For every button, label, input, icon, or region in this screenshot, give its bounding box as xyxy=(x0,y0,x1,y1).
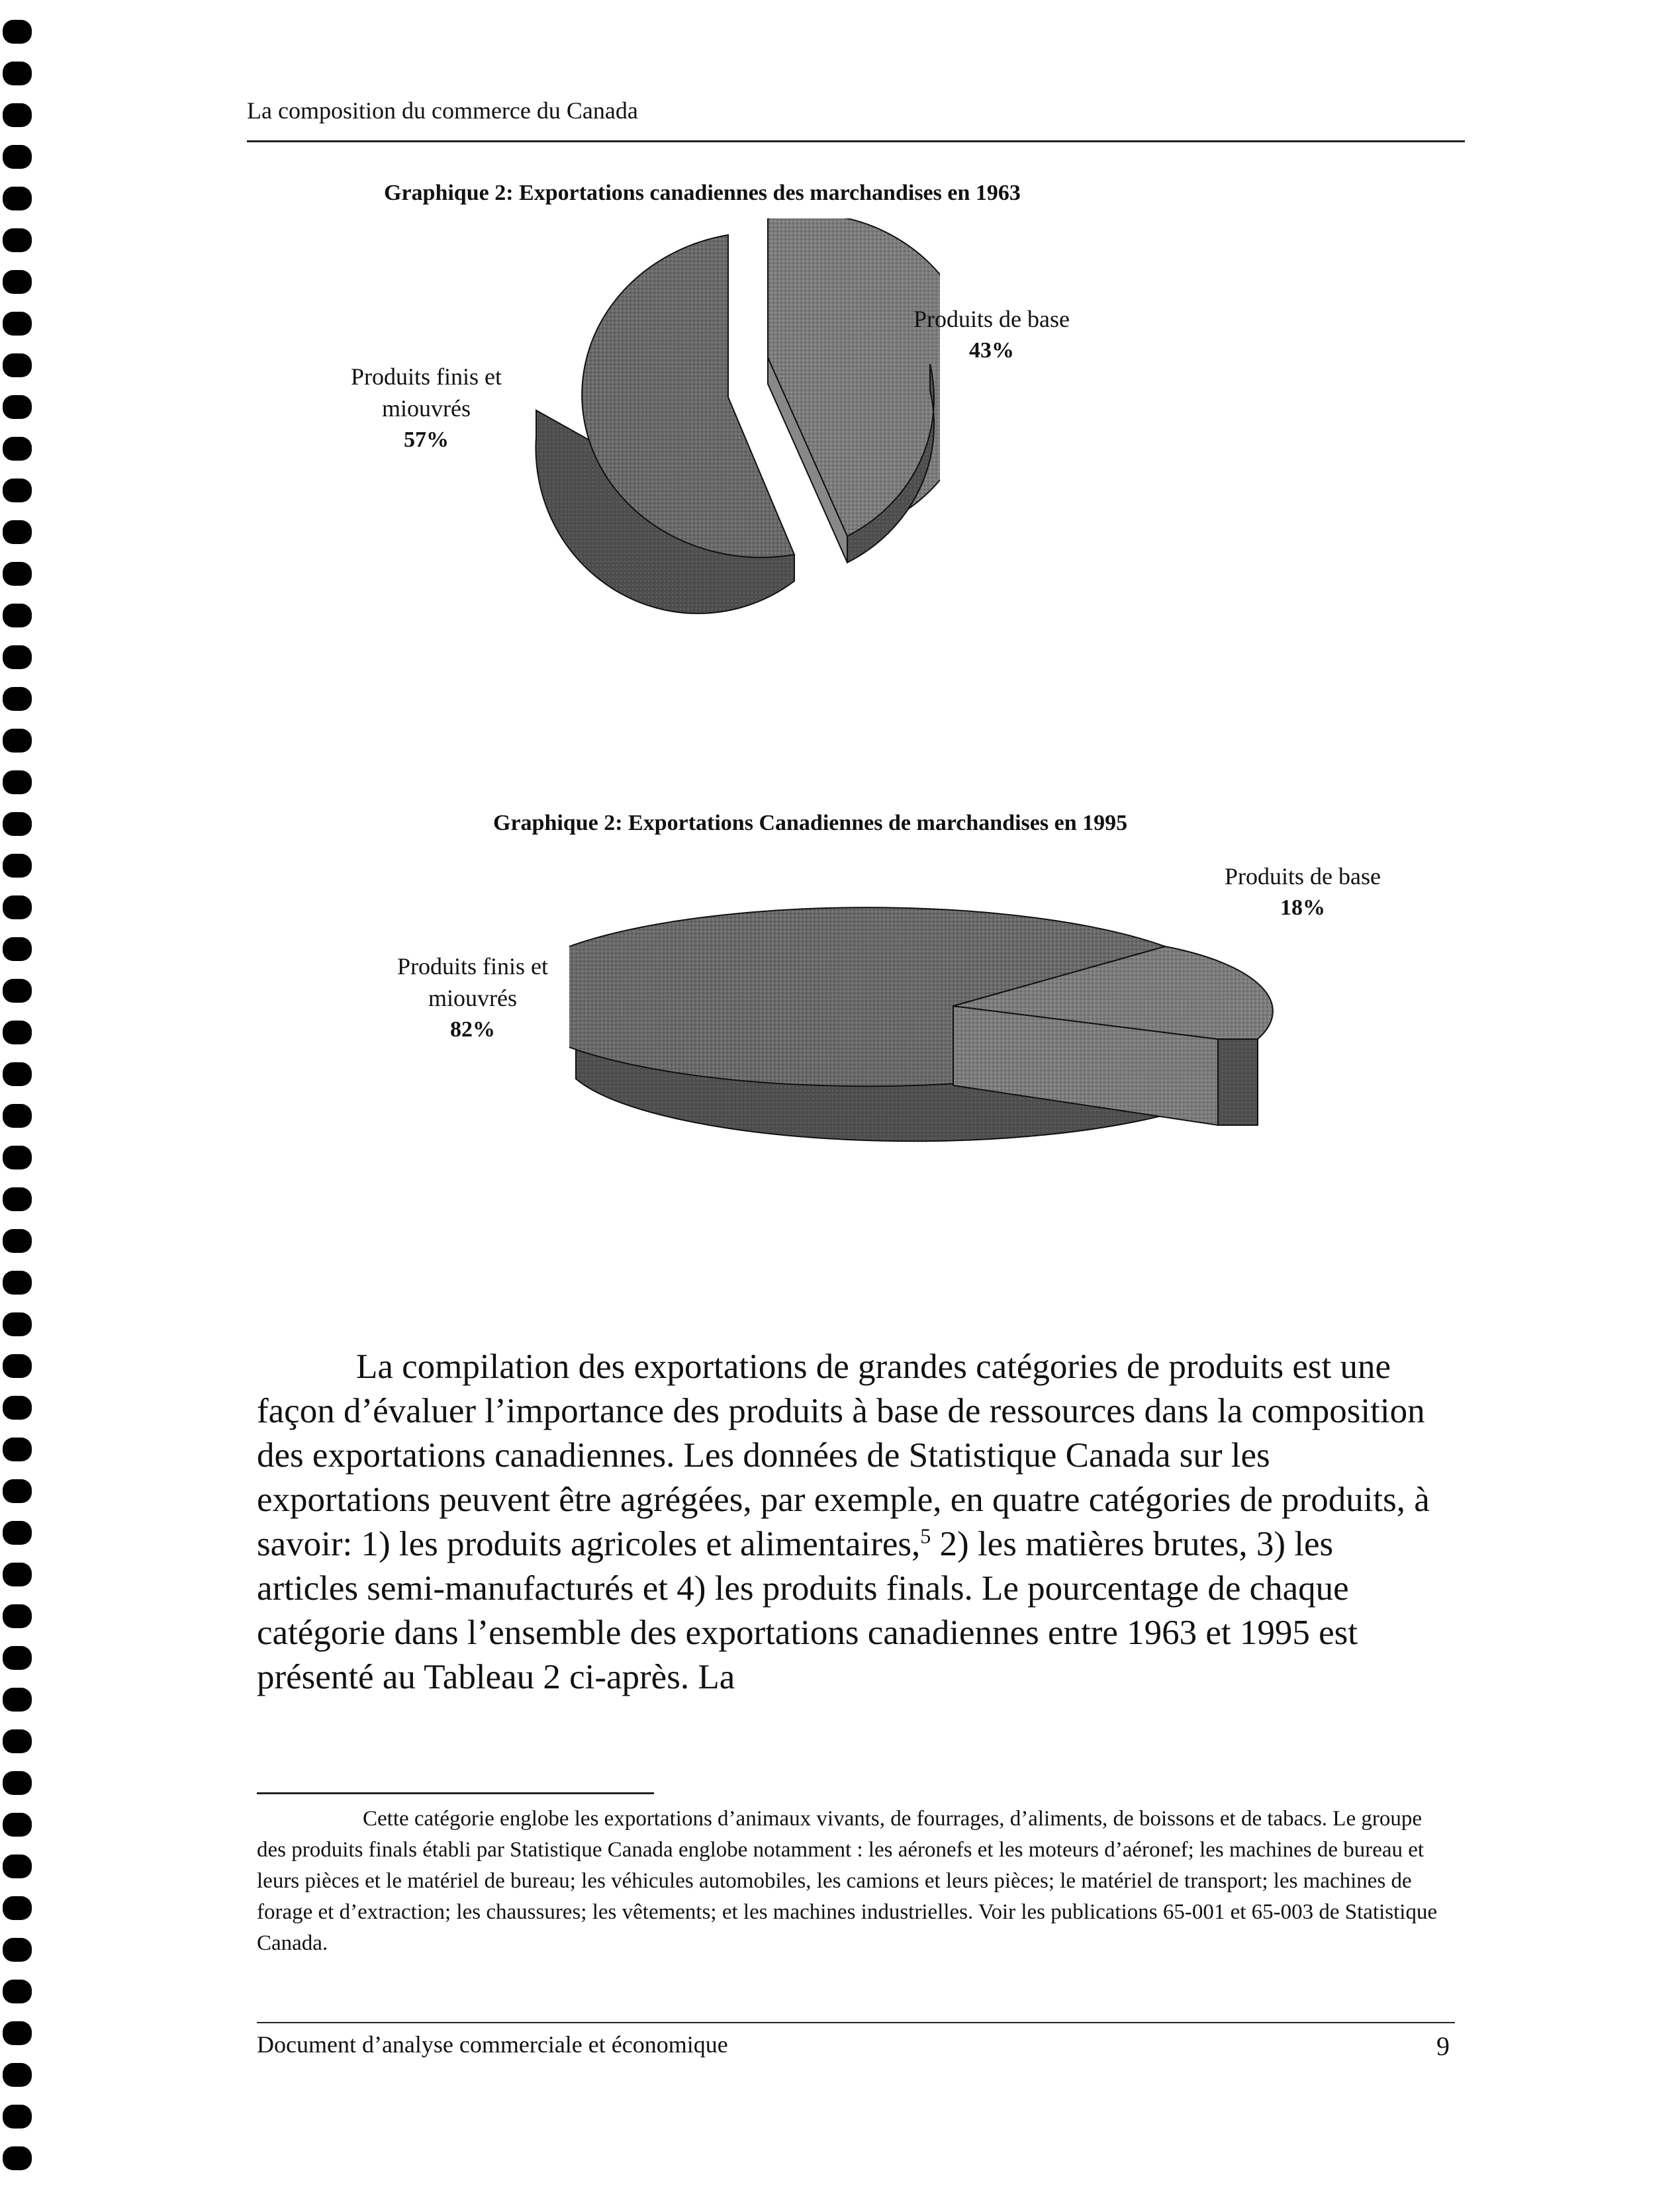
binding-hole xyxy=(3,687,32,711)
binding-hole xyxy=(3,1229,32,1253)
chart-2-slice-base-side xyxy=(1218,1039,1258,1125)
binding-hole xyxy=(3,1771,32,1795)
binding-hole xyxy=(3,812,32,836)
binding-hole xyxy=(3,2105,32,2129)
binding-hole xyxy=(3,1521,32,1545)
binding-hole xyxy=(3,1354,32,1378)
binding-hole xyxy=(3,2146,32,2170)
binding-hole xyxy=(3,395,32,419)
header-rule xyxy=(247,140,1465,142)
binding-hole xyxy=(3,854,32,878)
binding-hole xyxy=(3,1729,32,1753)
footnote-reference: 5 xyxy=(920,1524,931,1548)
binding-hole xyxy=(3,479,32,502)
binding-hole xyxy=(3,979,32,1003)
binding-hole xyxy=(3,1271,32,1295)
binding-hole xyxy=(3,1896,32,1920)
binding-hole xyxy=(3,937,32,961)
binding-hole xyxy=(3,604,32,627)
binding-hole xyxy=(3,2021,32,2045)
binding-hole xyxy=(3,1938,32,1962)
binding-hole xyxy=(3,1980,32,2003)
binding-hole xyxy=(3,1688,32,1712)
chart-2-pie xyxy=(569,907,1317,1185)
binding-hole xyxy=(3,62,32,85)
binding-hole xyxy=(3,1438,32,1461)
binding-hole xyxy=(3,1312,32,1336)
binding-hole xyxy=(3,1146,32,1169)
binding-hole xyxy=(3,1187,32,1211)
chart-1-label-finis: Produits finis et miouvrés 57% xyxy=(351,363,502,452)
spiral-binding xyxy=(0,0,46,2198)
body-paragraph xyxy=(257,1345,1442,1700)
chart-1-title: Graphique 2: Exportations canadiennes des marchandises en 1963 xyxy=(384,181,1021,205)
binding-hole xyxy=(3,103,32,127)
binding-hole xyxy=(3,1104,32,1128)
chart-1-label-base: Produits de base 43% xyxy=(913,306,1070,363)
running-header: La composition du commerce du Canada xyxy=(247,97,638,124)
footer-rule xyxy=(257,2022,1455,2023)
binding-hole xyxy=(3,187,32,210)
binding-hole xyxy=(3,437,32,461)
footnote xyxy=(257,1804,1448,1959)
binding-hole xyxy=(3,1855,32,1878)
body-text-part2: 2) les matières brutes, 3) les articles semi-manufacturés et 4) les produits finals. Le pourcentage de chaque catégorie dans l’ensemble des exportations canadiennes entre 1963 et 1995 est présenté au Tableau 2 ci-après. La xyxy=(257,1525,1358,1696)
binding-hole xyxy=(3,20,32,44)
chart-2-title: Graphique 2: Exportations Canadiennes de marchandises en 1995 xyxy=(493,811,1128,835)
footnote-rule xyxy=(257,1792,654,1794)
binding-hole xyxy=(3,1604,32,1628)
binding-hole xyxy=(3,353,32,377)
binding-hole xyxy=(3,145,32,169)
footer-title: Document d’analyse commerciale et économique xyxy=(257,2031,728,2058)
binding-hole xyxy=(3,562,32,586)
binding-hole xyxy=(3,1396,32,1420)
binding-hole xyxy=(3,645,32,669)
binding-hole xyxy=(3,895,32,919)
chart-1-pie xyxy=(516,218,940,616)
chart-2-label-base: Produits de base 18% xyxy=(1225,863,1381,920)
binding-hole xyxy=(3,270,32,294)
binding-hole xyxy=(3,520,32,544)
binding-hole xyxy=(3,1479,32,1503)
binding-hole xyxy=(3,1813,32,1837)
binding-hole xyxy=(3,312,32,336)
binding-hole xyxy=(3,770,32,794)
chart-2-label-finis: Produits finis et miouvrés 82% xyxy=(397,953,549,1042)
binding-hole xyxy=(3,1062,32,1086)
page-number: 9 xyxy=(1436,2031,1450,2061)
footnote-text: Cette catégorie englobe les exportations d’animaux vivants, de fourrages, d’aliments, de boissons et de tabacs. Le groupe des produits finals établi par Statistique Canada englobe notamment : les aéronefs et les moteurs d’aéronef; les machines de bureau et leurs pièces et le matériel de bureau; les véhicules automobiles, les camions et leurs pièces; le matériel de transport; les machines de forage et d’extraction; les chaussures; les vêtements; et les machines industrielles. Voir les publications 65-001 et 65-003 de Statistique Canada. xyxy=(257,1807,1438,1955)
body-text-part1: La compilation des exportations de grandes catégories de produits est une façon d’évaluer l’importance des produits à base de ressources dans la composition des exportations canadiennes. Les données de Statistique Canada sur les exportations peuvent être agrégées, par exemple, en quatre catégories de produits, à savoir: 1) les produits agricoles et alimentaires, xyxy=(257,1348,1430,1563)
binding-hole xyxy=(3,228,32,252)
binding-hole xyxy=(3,1646,32,1670)
binding-hole xyxy=(3,729,32,753)
binding-hole xyxy=(3,1563,32,1586)
binding-hole xyxy=(3,1021,32,1044)
binding-hole xyxy=(3,2063,32,2087)
